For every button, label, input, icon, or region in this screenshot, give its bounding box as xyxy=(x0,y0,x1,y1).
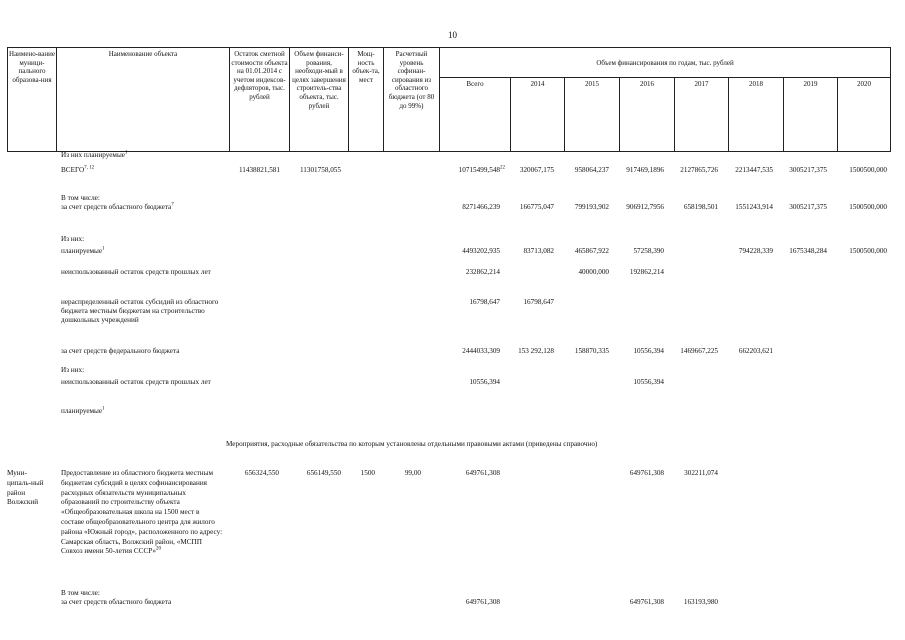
undistributed-2014: 16798,647 xyxy=(523,298,554,306)
planned-2018: 794228,339 xyxy=(738,247,773,255)
unused2-vsego: 10556,394 xyxy=(469,378,500,386)
project-capacity: 1500 xyxy=(360,469,375,477)
planned-2019: 1675348,284 xyxy=(789,247,827,255)
federal-2016: 10556,394 xyxy=(633,347,664,355)
planned-2014: 83713,082 xyxy=(523,247,554,255)
total-remaining: 11438821,581 xyxy=(238,166,280,174)
project-description: Предоставление из областного бюджета местным бюджетам субсидий в целях софинансирования расходных обязательств муниципальных образований по строительству объекта «Общеобразовательная школа на 1500 мест в составе общеобразовательного центра для жилого района «Южный город», расположенного по адресу: Самарская область, Волжский район, «МСПП Совхоз имени 50-летия СССР»$^{20}$ xyxy=(61,469,223,556)
header-year-2015: 2015 xyxy=(565,78,620,152)
unused2-2016: 10556,394 xyxy=(633,378,664,386)
federal-2018: 662203,621 xyxy=(738,347,773,355)
page-number: 10 xyxy=(448,30,457,40)
regional-2015: 799193,902 xyxy=(574,203,609,211)
regional-2016: 906912,7956 xyxy=(626,203,664,211)
header-year-total: Всего xyxy=(440,78,511,152)
federal-2015: 158870,335 xyxy=(574,347,609,355)
header-volume: Объем финанси-рования, необходи-мый в целях завершения строитель-ства объекта, тыс. рублей xyxy=(290,48,349,152)
header-level: Расчетный уровень софинан-сирования из областного бюджета (от 80 до 99%) xyxy=(384,48,440,152)
header-year-2014: 2014 xyxy=(511,78,565,152)
unused-2016: 192862,214 xyxy=(629,268,664,276)
total-2020: 1500500,000 xyxy=(849,166,887,174)
total-2016: 917469,1896 xyxy=(626,166,664,174)
total-2017: 2127865,726 xyxy=(680,166,718,174)
project-remaining: 656324,550 xyxy=(244,469,279,477)
header-year-2018: 2018 xyxy=(729,78,784,152)
row-label-planned: планируемые$^1$ xyxy=(61,246,105,255)
header-year-2020: 2020 xyxy=(838,78,891,152)
row-label-undistributed: нераспределенный остаток субсидий из областного бюджета местным бюджетам на строительство дошкольных учреждений xyxy=(61,298,219,324)
header-year-2017: 2017 xyxy=(675,78,729,152)
unused-vsego: 232862,214 xyxy=(465,268,500,276)
federal-2017: 1469667,225 xyxy=(680,347,718,355)
row-label-federal: за счет средств федерального бюджета xyxy=(61,347,180,355)
row-label-of-them: Из них: xyxy=(61,235,85,243)
planned-2016: 57258,390 xyxy=(633,247,664,255)
row-label-of-them-2: Из них: xyxy=(61,366,85,374)
header-capacity: Мощ-ность объек-та, мест xyxy=(349,48,384,152)
project-label-regional: за счет средств областного бюджета xyxy=(61,598,172,606)
regional-2018: 1551243,914 xyxy=(735,203,773,211)
planned-2020: 1500500,000 xyxy=(849,247,887,255)
planned-2015: 465867,922 xyxy=(574,247,609,255)
total-volume: 11301758,055 xyxy=(299,166,341,174)
header-object: Наименование объекта xyxy=(57,48,230,152)
regional-2017: 658198,501 xyxy=(683,203,718,211)
project-regional-vsego: 649761,308 xyxy=(465,598,500,606)
regional-2014: 166775,047 xyxy=(519,203,554,211)
regional-2020: 1500500,000 xyxy=(849,203,887,211)
project-label-incl: В том числе: xyxy=(61,589,100,597)
project-level: 99,00 xyxy=(404,469,421,477)
header-remaining: Остаток сметной стоимости объекта на 01.01.2014 с учетом индексов-дефляторов, тыс. рублей xyxy=(230,48,290,152)
row-label-unused: неиспользованный остаток средств прошлых лет xyxy=(61,268,211,276)
row-label-incl: В том числе: xyxy=(61,194,100,202)
table-header xyxy=(7,47,891,152)
federal-2014: 153 292,128 xyxy=(518,347,554,355)
undistributed-vsego: 16798,647 xyxy=(469,298,500,306)
section-title: Мероприятия, расходные обязательства по которым установлены отдельными правовыми актами (приведены справочно) xyxy=(226,440,598,448)
regional-vsego: 8271466,239 xyxy=(462,203,500,211)
planned-vsego: 4493202,935 xyxy=(462,247,500,255)
row-label-planned-2: планируемые$^1$ xyxy=(61,406,105,415)
total-2019: 3005217,375 xyxy=(789,166,827,174)
unused-2015: 40000,000 xyxy=(578,268,609,276)
total-2014: 320067,175 xyxy=(519,166,554,174)
total-vsego: 10715499,548$^{22}$ xyxy=(458,165,505,174)
header-financing: Объем финансирования по годам, тыс. рублей xyxy=(440,48,891,78)
row-label-from-planned: Из них планируемые$^1$ xyxy=(61,150,128,159)
project-municipality: Муни-ципаль-ный район Волжский xyxy=(7,469,44,507)
row-label-regional: за счет средств областного бюджета$^7$ xyxy=(61,202,174,211)
total-2015: 958064,237 xyxy=(574,166,609,174)
header-year-2019: 2019 xyxy=(784,78,838,152)
federal-vsego: 2444033,309 xyxy=(462,347,500,355)
project-regional-2016: 649761,308 xyxy=(629,598,664,606)
project-2016: 649761,308 xyxy=(629,469,664,477)
total-2018: 2213447,535 xyxy=(735,166,773,174)
project-regional-2017: 163193,980 xyxy=(683,598,718,606)
header-year-2016: 2016 xyxy=(620,78,675,152)
project-volume: 656149,550 xyxy=(306,469,341,477)
regional-2019: 3005217,375 xyxy=(789,203,827,211)
row-label-unused-2: неиспользованный остаток средств прошлых лет xyxy=(61,378,211,386)
project-vsego: 649761,308 xyxy=(465,469,500,477)
row-label-total: ВСЕГО$^{7, 12}$ xyxy=(61,165,95,174)
header-municipality: Наимено-вание муници-пального образова-ния xyxy=(8,48,57,152)
project-2017: 302211,074 xyxy=(684,469,718,477)
